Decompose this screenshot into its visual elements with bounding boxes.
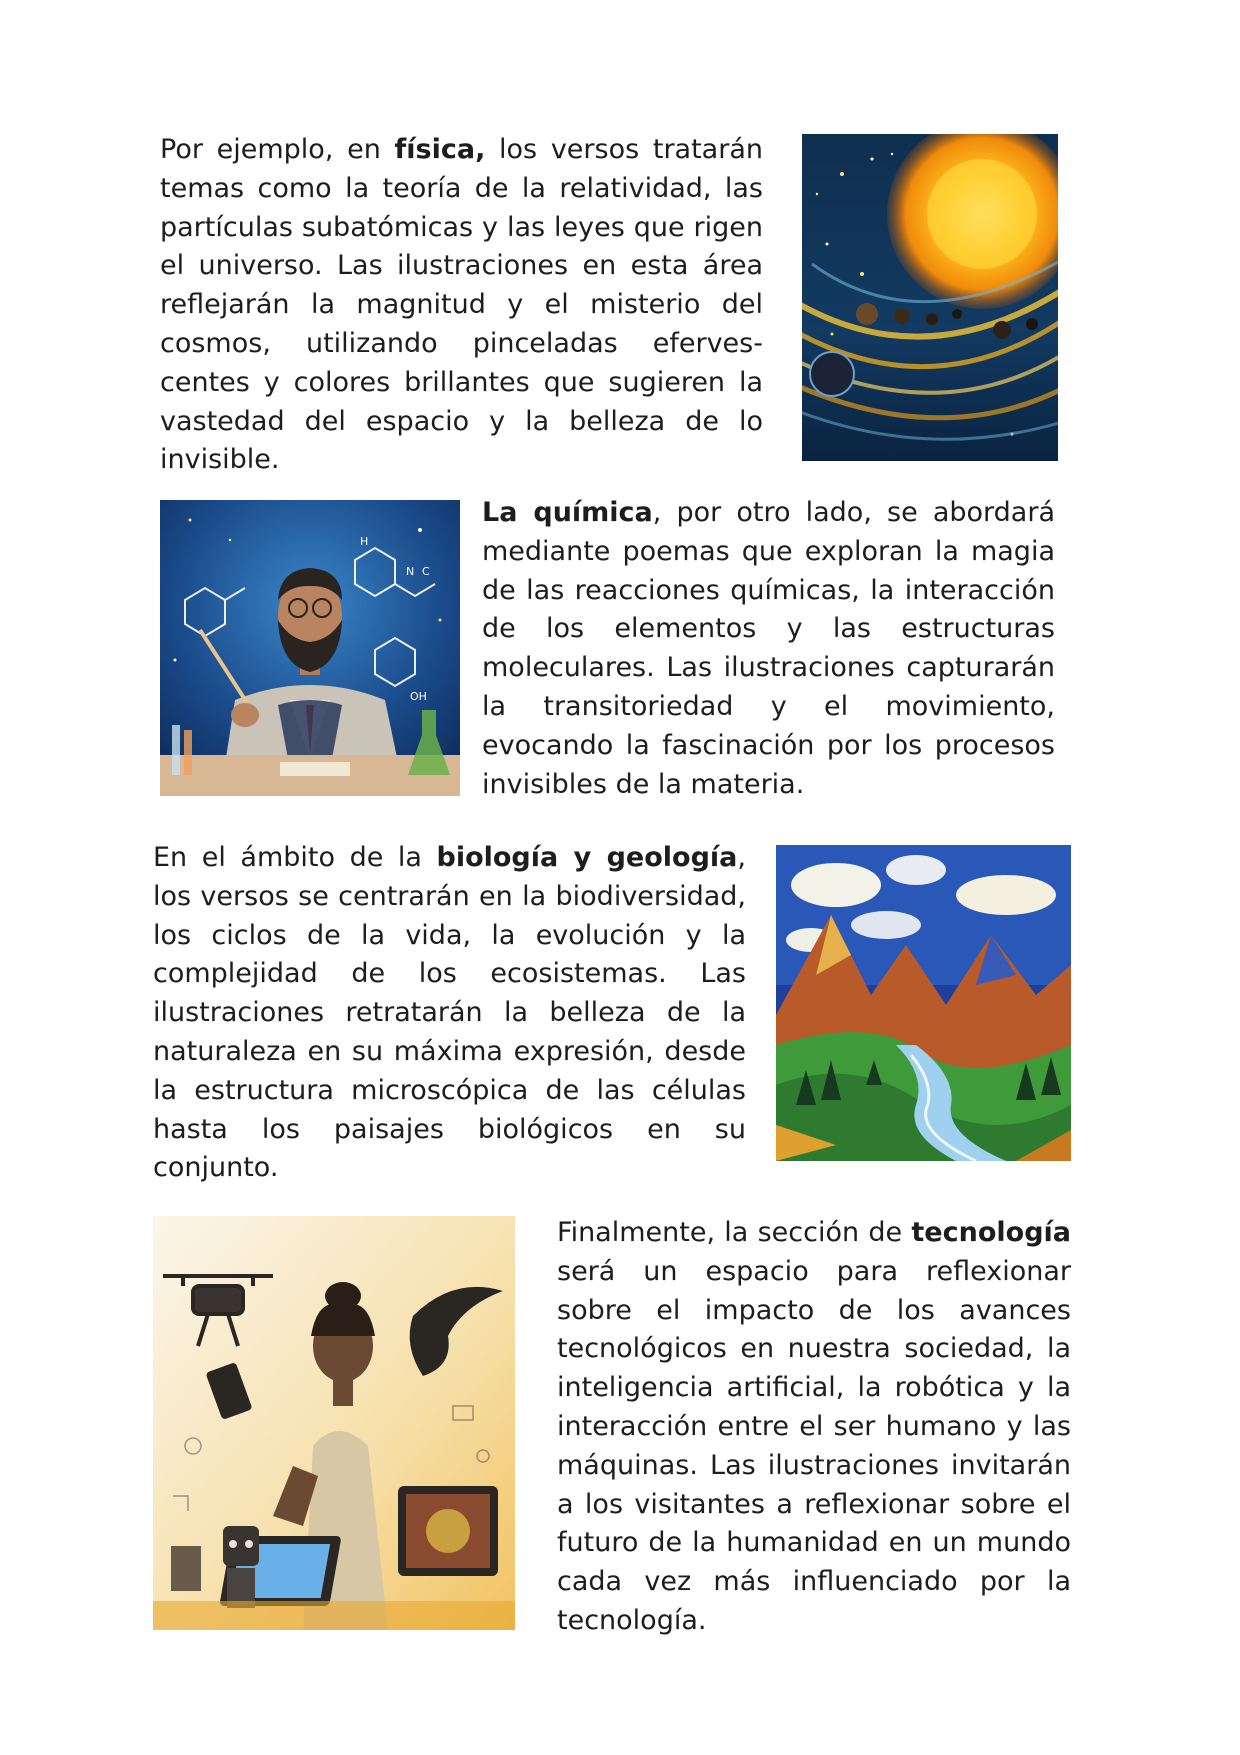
quimica-body-text: , por otro lado, se abordará mediante poemas que exploran la magia de las reacciones químicas, la interacción de los elementos y las estructuras moleculares. Las ilustraciones capturarán la transitoriedad y el movimiento, evocando la fascinación por los procesos invisibles de la materia. xyxy=(482,497,1055,800)
svg-text:C: C xyxy=(422,565,430,578)
svg-text:H: H xyxy=(360,535,369,548)
paragraph-fisica xyxy=(160,131,763,480)
landscape-illustration xyxy=(776,845,1071,1161)
paragraph-tecnologia xyxy=(557,1214,1071,1641)
tecnologia-bold-term: tecnología xyxy=(911,1217,1071,1248)
biologia-bold-term: biología y geología xyxy=(436,842,738,873)
paragraph-biologia xyxy=(153,839,746,1188)
cosmos-illustration xyxy=(802,134,1058,461)
fisica-bold-term: física, xyxy=(394,134,486,165)
quimica-bold-term: La química xyxy=(482,497,653,528)
biologia-intro-text: En el ámbito de la xyxy=(153,842,437,873)
fisica-intro-text: Por ejemplo, en xyxy=(160,134,395,165)
tecnologia-body-text: será un espacio para reflexionar sobre el impacto de los avances tecnológicos en nuestra sociedad, la inteligencia artificial, la robótica y la interacción entre el ser humano y las máquinas. Las ilustraciones invitarán a los visitantes a reflexionar sobre el futuro de la humanidad en un mundo cada vez más influenciado por la tecnología. xyxy=(557,1255,1071,1636)
tecnologia-intro-text: Finalmente, la sección de xyxy=(557,1217,912,1248)
chemist-illustration xyxy=(160,500,460,796)
fisica-body-text: los versos tratarán temas como la teoría de la relatividad, las partículas subatómicas y las leyes que rigen el universo. Las ilustraciones en esta área reflejarán la magnitud y el misterio del cosmos, utilizando pinceladas efervescentes y colores brillantes que sugieren la vastedad del espacio y la belleza de lo invisible. xyxy=(160,134,763,476)
biologia-body-text: , los versos se centrarán en la biodiversidad, los ciclos de la vida, la evolución y la complejidad de los ecosistemas. Las ilustraciones retratarán la belleza de la naturaleza en su máxima expresión, desde la estructura microscópica de las células hasta los paisajes biológicos en su conjunto. xyxy=(153,842,746,1184)
svg-text:OH: OH xyxy=(410,690,427,703)
svg-text:N: N xyxy=(406,565,415,578)
technology-illustration xyxy=(153,1216,515,1630)
paragraph-quimica xyxy=(482,494,1055,804)
